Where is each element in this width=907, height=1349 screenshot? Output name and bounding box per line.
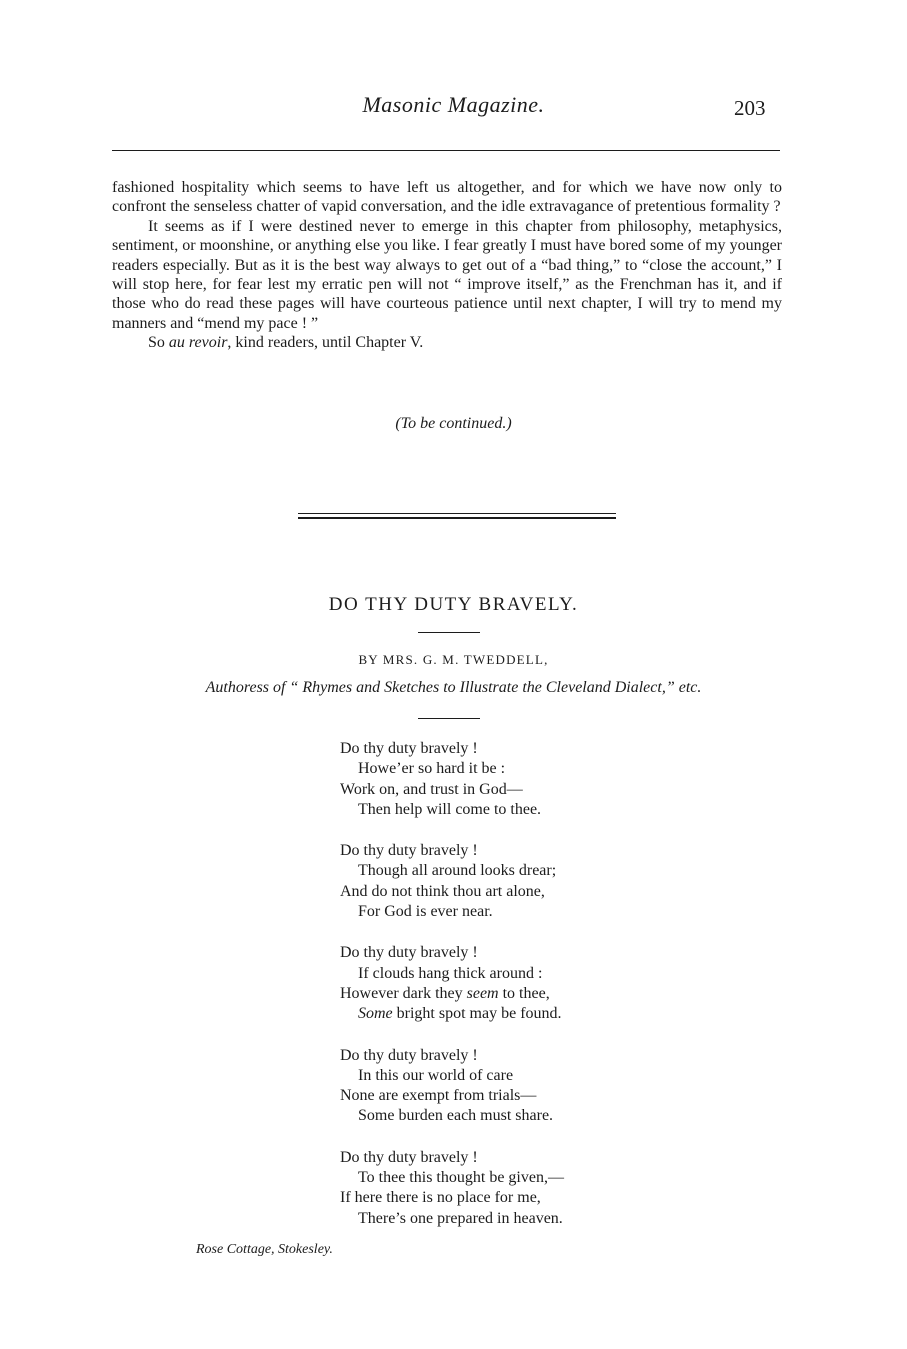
stanza-line: Howe’er so hard it be : xyxy=(358,760,506,778)
stanza-line: Do thy duty bravely ! xyxy=(340,842,478,860)
stanza-line: Do thy duty bravely ! xyxy=(340,1148,478,1166)
stanza-line: Do thy duty bravely ! xyxy=(340,740,478,757)
title-underline-rule xyxy=(418,632,480,633)
prose-paragraph-3-start: So xyxy=(148,334,169,352)
stanza-line: Some burden each must share. xyxy=(358,1107,554,1125)
stanza-line: Do thy duty bravely ! xyxy=(340,1046,478,1064)
stanza-5 xyxy=(340,1148,564,1229)
stanza-line: Work on, and trust in God— xyxy=(340,780,523,798)
stanza-line xyxy=(340,1004,564,1024)
page-number: 203 xyxy=(734,96,766,120)
header-rule xyxy=(112,150,780,151)
stanza-line: For God is ever near. xyxy=(358,903,493,921)
stanza-line: To thee this thought be given,— xyxy=(358,1169,564,1187)
stanza-line: Then help will come to thee. xyxy=(358,800,542,818)
to-be-continued: (To be continued.) xyxy=(395,415,512,432)
section-divider-thin xyxy=(298,513,616,514)
poem-title: DO THY DUTY BRAVELY. xyxy=(328,594,579,615)
line-part: bright spot may be found. xyxy=(392,1005,562,1023)
emphasis-some: Some xyxy=(358,1005,393,1023)
stanza-2 xyxy=(340,841,564,922)
stanza-line xyxy=(340,984,564,1004)
author-byline: BY MRS. G. M. TWEDDELL, xyxy=(358,652,549,667)
stanza-1 xyxy=(340,739,564,820)
stanza-line: In this our world of care xyxy=(358,1066,514,1084)
stanza-3 xyxy=(340,943,564,1024)
stanza-line: Do thy duty bravely ! xyxy=(340,944,478,962)
prose-paragraph-1: fashioned hospitality which seems to have left us altogether, and for which we have now only to confront the senseless chatter of vapid conversation, and the idle extravagance of pretentious formality ? xyxy=(112,179,782,216)
stanza-line: None are exempt from trials— xyxy=(340,1087,537,1105)
prose-paragraph-3-end: , kind readers, until Chapter V. xyxy=(227,334,424,352)
prose-paragraph-3 xyxy=(112,333,782,352)
credit-divider-rule xyxy=(418,718,480,719)
stanza-line: If clouds hang thick around : xyxy=(358,964,543,982)
author-location-signature: Rose Cottage, Stokesley. xyxy=(196,1242,333,1257)
stanza-line: And do not think thou art alone, xyxy=(340,882,545,900)
emphasis-seem: seem xyxy=(466,984,499,1002)
running-header-title: Masonic Magazine. xyxy=(362,92,545,117)
au-revoir-italic: au revoir xyxy=(168,334,228,352)
prose-paragraph-2: It seems as if I were destined never to emerge in this chapter from philosophy, metaphysics, sentiment, or moonshine, or anything else you like. I fear greatly I must have bored some of my younger readers especially. But as it is the best way always to get out of a “bad thing,” to “close the account,” I will stop here, for fear lest my erratic pen will not “ improve itself,” as the Frenchman has it, and if those who do read these pages will have courteous patience until next chapter, I will try to mend my manners and “mend my pace ! ” xyxy=(112,217,782,332)
author-credit: Authoress of “ Rhymes and Sketches to Illustrate the Cleveland Dialect,” etc. xyxy=(205,679,702,696)
section-divider-thick xyxy=(298,517,616,519)
stanza-line: If here there is no place for me, xyxy=(340,1189,541,1207)
stanza-4 xyxy=(340,1046,564,1127)
stanza-line: Though all around looks drear; xyxy=(358,862,557,880)
line-part: to thee, xyxy=(498,984,550,1002)
stanza-line: There’s one prepared in heaven. xyxy=(358,1209,563,1227)
line-part: However dark they xyxy=(340,984,467,1002)
prose-continuation xyxy=(112,178,782,353)
poem-body xyxy=(340,739,564,1250)
